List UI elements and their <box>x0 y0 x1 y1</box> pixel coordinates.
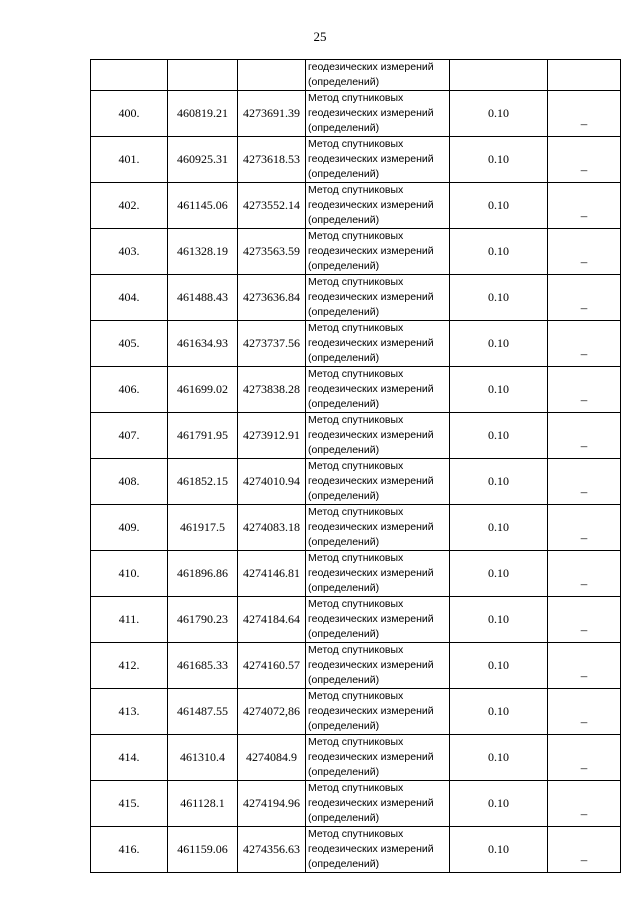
table-row <box>91 321 621 367</box>
cell-number: 403. <box>91 229 168 275</box>
cell-note: – <box>548 643 621 689</box>
cell-number: 416. <box>91 827 168 873</box>
cell-number: 401. <box>91 137 168 183</box>
cell-accuracy: 0.10 <box>450 229 548 275</box>
table-row <box>91 781 621 827</box>
table-row <box>91 413 621 459</box>
cell-x: 461128.1 <box>168 781 238 827</box>
cell-method: Метод спутниковых геодезических измерений (определений) <box>306 459 450 505</box>
cell-number: 400. <box>91 91 168 137</box>
cell-note: – <box>548 321 621 367</box>
cell-accuracy: 0.10 <box>450 459 548 505</box>
cell-y: 4274083.18 <box>238 505 306 551</box>
cell-method: геодезических измерений (определений) <box>306 60 450 91</box>
cell-y: 4274184.64 <box>238 597 306 643</box>
table-row <box>91 183 621 229</box>
cell-note: – <box>548 413 621 459</box>
cell-y: 4274160.57 <box>238 643 306 689</box>
cell-method: Метод спутниковых геодезических измерений (определений) <box>306 367 450 413</box>
cell-x: 461488.43 <box>168 275 238 321</box>
table-row <box>91 367 621 413</box>
cell-number: 406. <box>91 367 168 413</box>
coordinates-table <box>90 59 621 873</box>
cell-y <box>238 60 306 91</box>
table-row <box>91 643 621 689</box>
cell-x: 461791.95 <box>168 413 238 459</box>
cell-accuracy: 0.10 <box>450 367 548 413</box>
cell-note: – <box>548 229 621 275</box>
cell-y: 4274146.81 <box>238 551 306 597</box>
cell-method: Метод спутниковых геодезических измерений (определений) <box>306 137 450 183</box>
cell-method: Метод спутниковых геодезических измерений (определений) <box>306 91 450 137</box>
cell-note: – <box>548 505 621 551</box>
cell-y: 4274010.94 <box>238 459 306 505</box>
cell-method: Метод спутниковых геодезических измерений (определений) <box>306 321 450 367</box>
cell-accuracy: 0.10 <box>450 413 548 459</box>
cell-note: – <box>548 183 621 229</box>
cell-method: Метод спутниковых геодезических измерений (определений) <box>306 229 450 275</box>
cell-number: 405. <box>91 321 168 367</box>
cell-number: 404. <box>91 275 168 321</box>
cell-method: Метод спутниковых геодезических измерений (определений) <box>306 827 450 873</box>
cell-accuracy: 0.10 <box>450 183 548 229</box>
cell-y: 4274084.9 <box>238 735 306 781</box>
cell-note: – <box>548 827 621 873</box>
table-row <box>91 275 621 321</box>
table-row <box>91 827 621 873</box>
cell-y: 4273838.28 <box>238 367 306 413</box>
table-row <box>91 597 621 643</box>
table-row <box>91 137 621 183</box>
cell-x: 461699.02 <box>168 367 238 413</box>
cell-accuracy: 0.10 <box>450 827 548 873</box>
cell-method: Метод спутниковых геодезических измерений (определений) <box>306 183 450 229</box>
cell-accuracy <box>450 60 548 91</box>
cell-note: – <box>548 459 621 505</box>
cell-y: 4273552.14 <box>238 183 306 229</box>
cell-y: 4274356.63 <box>238 827 306 873</box>
cell-y: 4273912.91 <box>238 413 306 459</box>
cell-method: Метод спутниковых геодезических измерений (определений) <box>306 597 450 643</box>
cell-x: 461917.5 <box>168 505 238 551</box>
cell-x: 461328.19 <box>168 229 238 275</box>
cell-number: 407. <box>91 413 168 459</box>
cell-number: 410. <box>91 551 168 597</box>
cell-method: Метод спутниковых геодезических измерений (определений) <box>306 781 450 827</box>
cell-accuracy: 0.10 <box>450 781 548 827</box>
cell-method: Метод спутниковых геодезических измерений (определений) <box>306 413 450 459</box>
table-row <box>91 459 621 505</box>
cell-number: 415. <box>91 781 168 827</box>
cell-y: 4273737.56 <box>238 321 306 367</box>
cell-number: 402. <box>91 183 168 229</box>
table-row <box>91 505 621 551</box>
cell-number <box>91 60 168 91</box>
cell-method: Метод спутниковых геодезических измерений (определений) <box>306 551 450 597</box>
cell-y: 4274194.96 <box>238 781 306 827</box>
cell-note: – <box>548 367 621 413</box>
table-row <box>91 689 621 735</box>
cell-y: 4273563.59 <box>238 229 306 275</box>
cell-y: 4273636.84 <box>238 275 306 321</box>
cell-accuracy: 0.10 <box>450 137 548 183</box>
cell-x: 461634.93 <box>168 321 238 367</box>
cell-number: 411. <box>91 597 168 643</box>
cell-note: – <box>548 275 621 321</box>
cell-accuracy: 0.10 <box>450 735 548 781</box>
cell-number: 409. <box>91 505 168 551</box>
table-body <box>91 60 621 873</box>
cell-x: 461145.06 <box>168 183 238 229</box>
cell-note: – <box>548 689 621 735</box>
cell-x: 460819.21 <box>168 91 238 137</box>
table-row <box>91 229 621 275</box>
cell-y: 4273618.53 <box>238 137 306 183</box>
cell-accuracy: 0.10 <box>450 689 548 735</box>
cell-number: 412. <box>91 643 168 689</box>
cell-x: 460925.31 <box>168 137 238 183</box>
cell-number: 414. <box>91 735 168 781</box>
cell-note: – <box>548 551 621 597</box>
cell-accuracy: 0.10 <box>450 321 548 367</box>
cell-x: 461685.33 <box>168 643 238 689</box>
table-row-continued <box>91 60 621 91</box>
cell-note: – <box>548 91 621 137</box>
cell-number: 408. <box>91 459 168 505</box>
cell-method: Метод спутниковых геодезических измерений (определений) <box>306 643 450 689</box>
cell-accuracy: 0.10 <box>450 91 548 137</box>
cell-y: 4273691.39 <box>238 91 306 137</box>
cell-method: Метод спутниковых геодезических измерений (определений) <box>306 275 450 321</box>
table-row <box>91 735 621 781</box>
cell-accuracy: 0.10 <box>450 505 548 551</box>
cell-x: 461310.4 <box>168 735 238 781</box>
cell-x: 461852.15 <box>168 459 238 505</box>
cell-x <box>168 60 238 91</box>
cell-note: – <box>548 781 621 827</box>
cell-x: 461896.86 <box>168 551 238 597</box>
cell-number: 413. <box>91 689 168 735</box>
cell-accuracy: 0.10 <box>450 643 548 689</box>
cell-note: – <box>548 597 621 643</box>
cell-x: 461159.06 <box>168 827 238 873</box>
cell-method: Метод спутниковых геодезических измерений (определений) <box>306 505 450 551</box>
cell-note <box>548 60 621 91</box>
cell-accuracy: 0.10 <box>450 597 548 643</box>
table-row <box>91 551 621 597</box>
cell-accuracy: 0.10 <box>450 275 548 321</box>
cell-note: – <box>548 137 621 183</box>
page-number: 25 <box>313 29 327 44</box>
cell-accuracy: 0.10 <box>450 551 548 597</box>
cell-method: Метод спутниковых геодезических измерений (определений) <box>306 689 450 735</box>
cell-note: – <box>548 735 621 781</box>
cell-method: Метод спутниковых геодезических измерений (определений) <box>306 735 450 781</box>
cell-x: 461790.23 <box>168 597 238 643</box>
cell-x: 461487.55 <box>168 689 238 735</box>
table-row <box>91 91 621 137</box>
cell-y: 4274072,86 <box>238 689 306 735</box>
